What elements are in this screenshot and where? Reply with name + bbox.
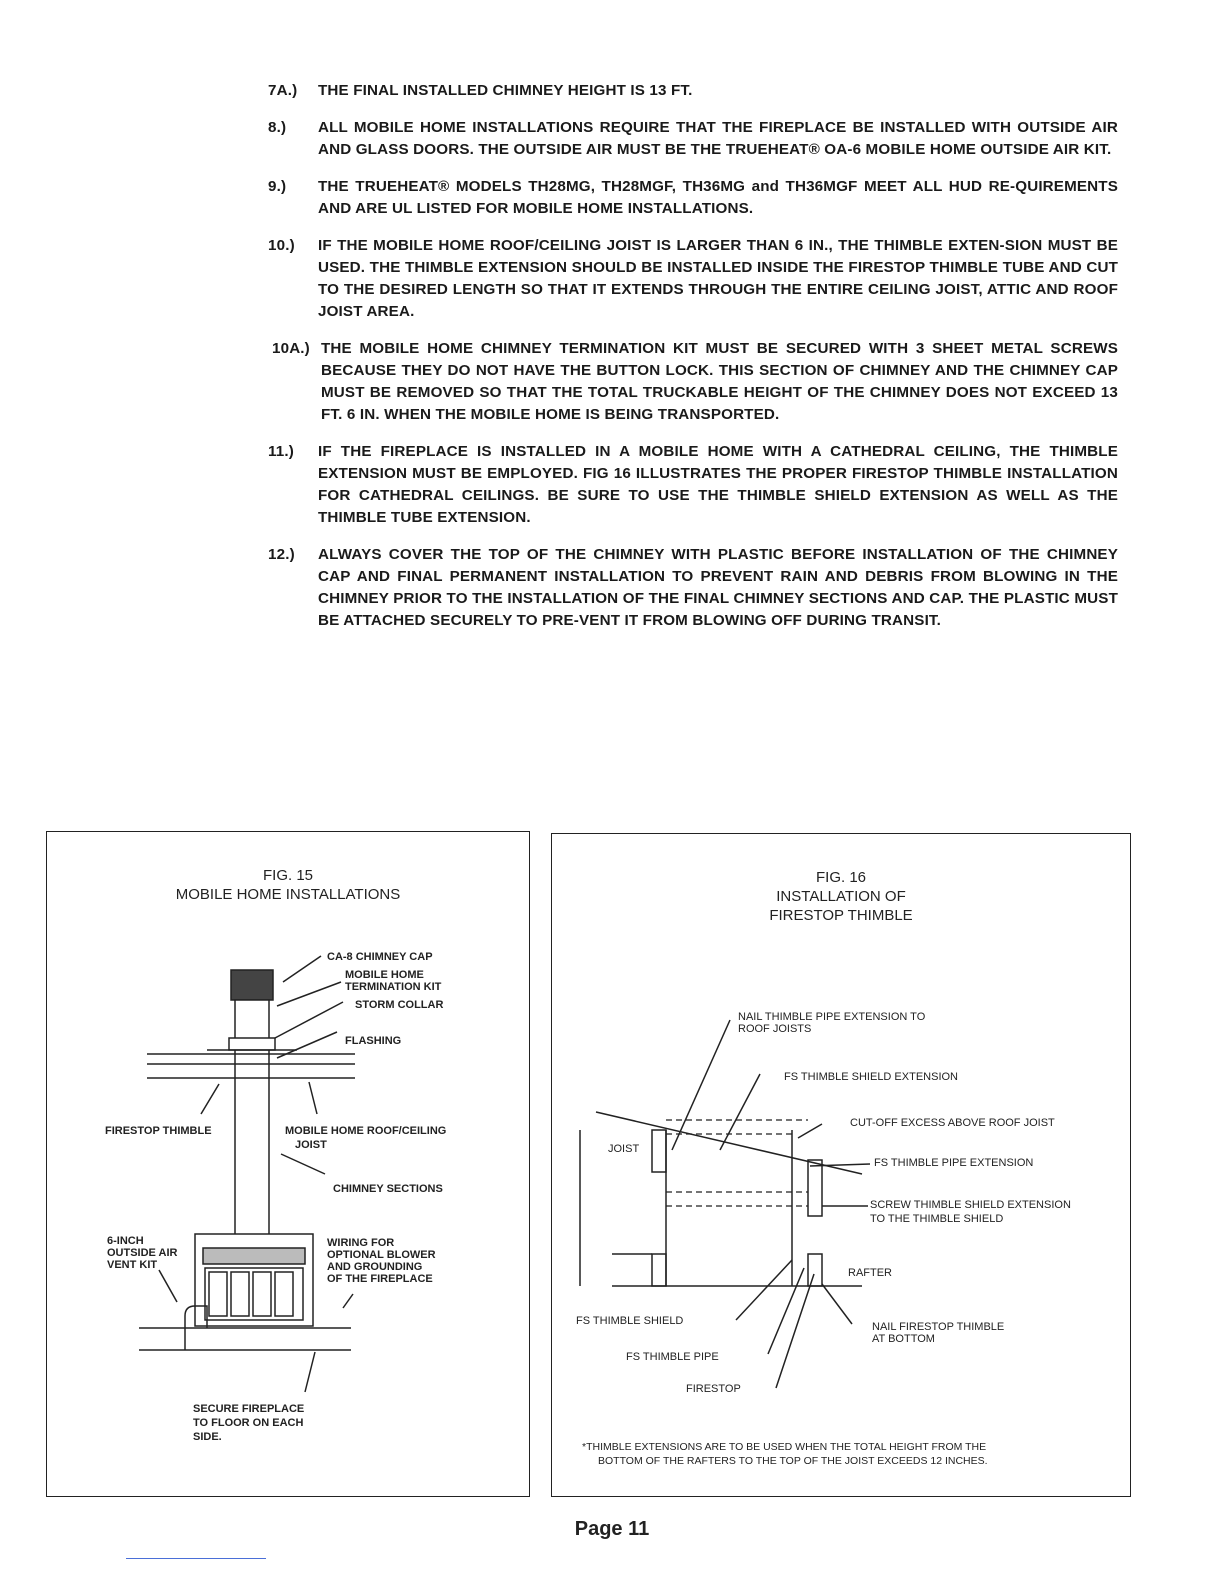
footnote-line-1: *THIMBLE EXTENSIONS ARE TO BE USED WHEN THE TOTAL HEIGHT FROM THE <box>582 1441 987 1453</box>
label-vent-kit-3: VENT KIT <box>107 1259 158 1271</box>
instruction-item-9 <box>268 176 1118 220</box>
item-number: 8.) <box>268 119 287 136</box>
label-cutoff: CUT-OFF EXCESS ABOVE ROOF JOIST <box>850 1117 1055 1129</box>
instruction-item-10 <box>268 235 1118 323</box>
item-number: 7A.) <box>268 82 298 99</box>
item-text: THE TRUEHEAT® MODELS TH28MG, TH28MGF, TH36MG and TH36MGF MEET ALL HUD RE-QUIREMENTS AND ARE UL LISTED FOR MOBILE HOME INSTALLATIONS. <box>318 178 1118 217</box>
fig15-storm-collar <box>229 1038 275 1050</box>
item-number: 10.) <box>268 237 295 254</box>
label-secure-3: SIDE. <box>193 1431 222 1443</box>
label-fs-shield: FS THIMBLE SHIELD <box>576 1315 684 1327</box>
fig15-illustration <box>47 832 531 1498</box>
item-text: THE MOBILE HOME CHIMNEY TERMINATION KIT MUST BE SECURED WITH 3 SHEET METAL SCREWS BECAUSE THEY DO NOT HAVE THE BUTTON LOCK. THIS SECTION OF CHIMNEY AND THE CHIMNEY CAP MUST BE REMOVED SO THAT THE TOTAL TRUCKABLE HEIGHT OF THE CHIMNEY DOES NOT EXCEED 13 FT. 6 IN. WHEN THE MOBILE HOME IS BEING TRANSPORTED. <box>321 340 1118 423</box>
figure-15-title: MOBILE HOME INSTALLATIONS <box>175 886 401 903</box>
label-vent-kit-2: OUTSIDE AIR <box>107 1247 178 1259</box>
label-joist: JOIST <box>608 1143 640 1155</box>
label-chimney-cap: CA-8 CHIMNEY CAP <box>327 951 433 963</box>
figure-15-mobile-home-installations <box>46 831 530 1497</box>
label-shield-ext: FS THIMBLE SHIELD EXTENSION <box>784 1071 959 1083</box>
footer-rule <box>126 1558 266 1559</box>
label-firestop: FIRESTOP <box>686 1383 741 1395</box>
page-number: Page 11 <box>574 1518 650 1540</box>
label-firestop-thimble: FIRESTOP THIMBLE <box>105 1125 212 1137</box>
label-nail-pipe-2: ROOF JOISTS <box>738 1023 812 1035</box>
fig16-joist <box>652 1130 666 1172</box>
fig16-rafter-left <box>652 1254 666 1286</box>
item-text: IF THE MOBILE HOME ROOF/CEILING JOIST IS LARGER THAN 6 IN., THE THIMBLE EXTEN-SION MUST BE USED. THE THIMBLE EXTENSION SHOULD BE INSTALLED INSIDE THE FIRESTOP THIMBLE TUBE AND CUT TO THE DESIRED LENGTH SO THAT IT EXTENDS THROUGH THE ENTIRE CEILING JOIST, ATTIC AND ROOF JOIST AREA. <box>318 237 1118 320</box>
label-nail-firestop-2: AT BOTTOM <box>872 1333 935 1345</box>
instruction-item-10a <box>268 338 1118 426</box>
figure-15-number: FIG. 15 <box>262 867 314 884</box>
item-text: IF THE FIREPLACE IS INSTALLED IN A MOBILE HOME WITH A CATHEDRAL CEILING, THE THIMBLE EXTENSION MUST BE EMPLOYED. FIG 16 ILLUSTRATES THE PROPER FIRESTOP THIMBLE INSTALLATION FOR CATHEDRAL CEILINGS. BE SURE TO USE THE THIMBLE SHIELD EXTENSION AS WELL AS THE THIMBLE TUBE EXTENSION. <box>318 443 1118 526</box>
label-pipe-ext: FS THIMBLE PIPE EXTENSION <box>874 1157 1034 1169</box>
fig15-chimney-cap <box>231 970 273 1000</box>
label-secure-2: TO FLOOR ON EACH <box>193 1417 304 1429</box>
item-text: THE FINAL INSTALLED CHIMNEY HEIGHT IS 13 FT. <box>318 82 693 99</box>
label-wiring-1: WIRING FOR <box>327 1237 395 1249</box>
label-screw-2: TO THE THIMBLE SHIELD <box>870 1213 1004 1225</box>
label-wiring-2: OPTIONAL BLOWER <box>327 1249 436 1261</box>
fig16-shield <box>808 1160 822 1216</box>
label-storm-collar: STORM COLLAR <box>355 999 444 1011</box>
figure-16-number: FIG. 16 <box>815 869 867 886</box>
label-wiring-3: AND GROUNDING <box>327 1261 423 1273</box>
instruction-list <box>268 80 1118 647</box>
item-number: 12.) <box>268 546 295 563</box>
item-text: ALWAYS COVER THE TOP OF THE CHIMNEY WITH PLASTIC BEFORE INSTALLATION OF THE CHIMNEY CAP AND FINAL PERMANENT INSTALLATION TO PREVENT RAIN AND DEBRIS FROM BLOWING IN THE CHIMNEY PRIOR TO THE INSTALLATION OF THE FINAL CHIMNEY SECTIONS AND CAP. THE PLASTIC MUST BE ATTACHED SECURELY TO PRE-VENT IT FROM BLOWING OFF DURING TRANSIT. <box>318 546 1118 629</box>
item-number: 10A.) <box>272 340 310 357</box>
label-termination-kit-1: MOBILE HOME <box>345 969 424 981</box>
label-screw-1: SCREW THIMBLE SHIELD EXTENSION <box>870 1199 1071 1211</box>
figure-16-title-1: INSTALLATION OF <box>776 888 906 905</box>
figure-16-firestop-thimble <box>551 833 1131 1497</box>
instruction-item-8 <box>268 117 1118 161</box>
label-wiring-4: OF THE FIREPLACE <box>327 1273 433 1285</box>
label-roof-joist-2: JOIST <box>295 1139 327 1151</box>
fig16-rafter-right <box>808 1254 822 1286</box>
label-nail-firestop-1: NAIL FIRESTOP THIMBLE <box>872 1321 1005 1333</box>
instruction-item-11 <box>268 441 1118 529</box>
figure-16-title-2: FIRESTOP THIMBLE <box>769 907 913 924</box>
footnote-line-2: BOTTOM OF THE RAFTERS TO THE TOP OF THE JOIST EXCEEDS 12 INCHES. <box>598 1455 988 1467</box>
label-nail-pipe-1: NAIL THIMBLE PIPE EXTENSION TO <box>738 1011 926 1023</box>
label-roof-joist-1: MOBILE HOME ROOF/CEILING <box>285 1125 447 1137</box>
fig15-termination-kit <box>235 1000 269 1040</box>
label-fs-pipe: FS THIMBLE PIPE <box>626 1351 719 1363</box>
label-flashing: FLASHING <box>345 1035 402 1047</box>
fig16-illustration <box>552 834 1132 1498</box>
label-secure-1: SECURE FIREPLACE <box>193 1403 305 1415</box>
instruction-item-12 <box>268 544 1118 632</box>
item-number: 9.) <box>268 178 287 195</box>
label-termination-kit-2: TERMINATION KIT <box>345 981 442 993</box>
label-vent-kit-1: 6-INCH <box>107 1235 144 1247</box>
instruction-item-7a <box>268 80 1118 102</box>
item-text: ALL MOBILE HOME INSTALLATIONS REQUIRE THAT THE FIREPLACE BE INSTALLED WITH OUTSIDE AIR AND GLASS DOORS. THE OUTSIDE AIR MUST BE THE TRUEHEAT® OA-6 MOBILE HOME OUTSIDE AIR KIT. <box>318 119 1118 158</box>
label-chimney-sections: CHIMNEY SECTIONS <box>333 1183 443 1195</box>
item-number: 11.) <box>268 443 294 460</box>
label-rafter: RAFTER <box>848 1267 892 1279</box>
